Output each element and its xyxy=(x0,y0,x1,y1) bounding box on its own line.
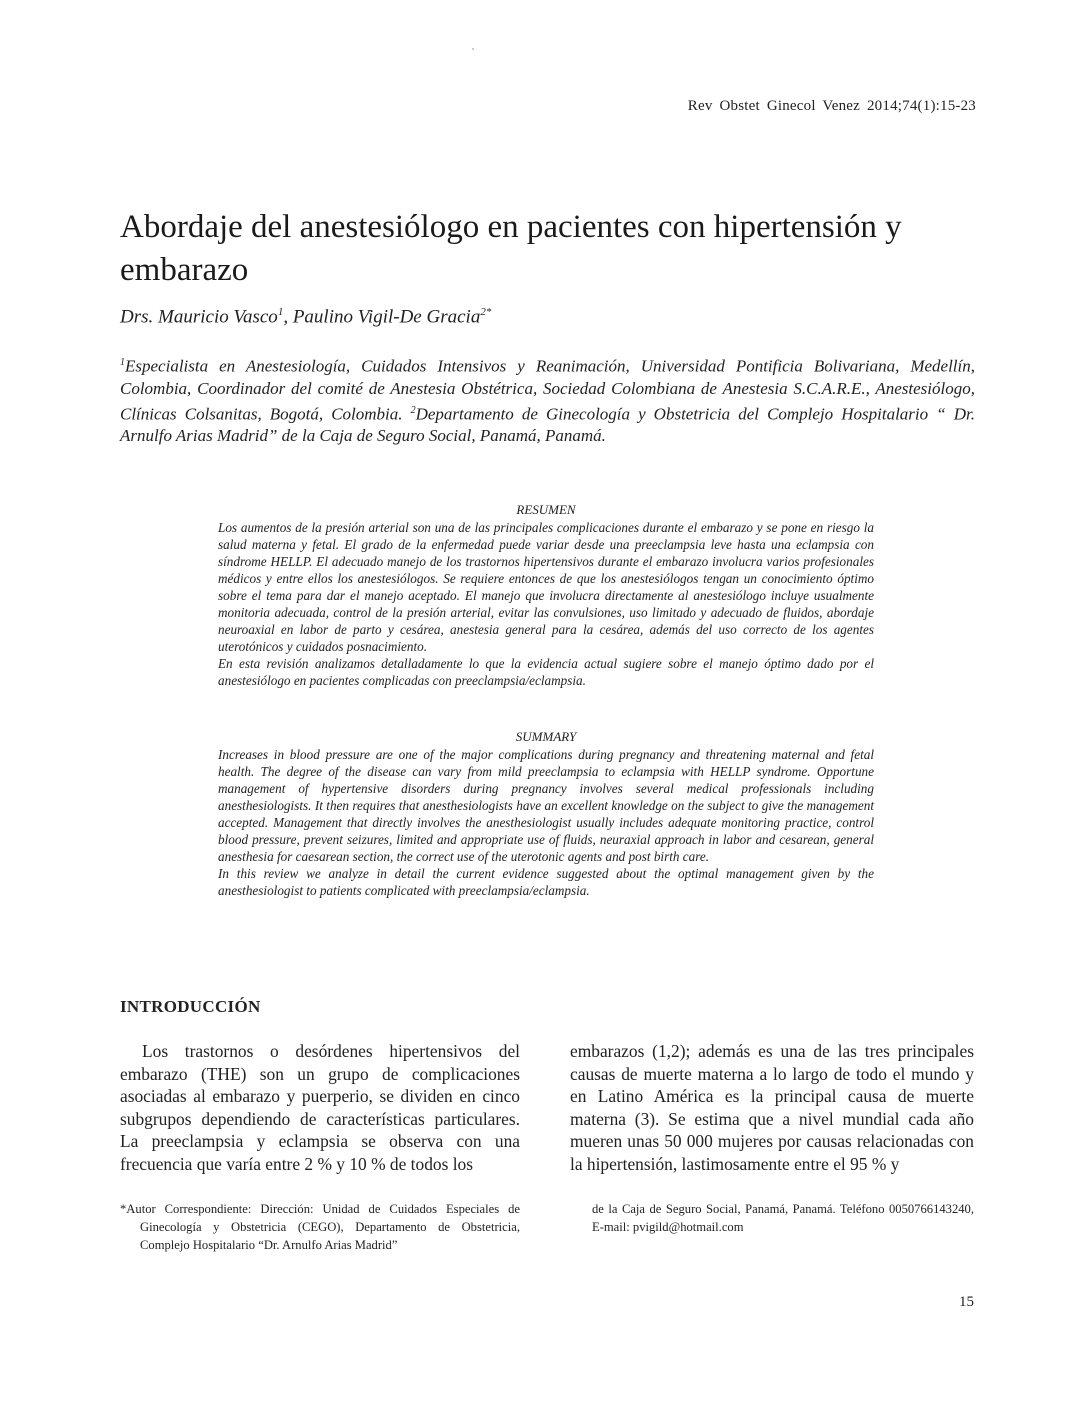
footnote-text: *Autor Correspondiente: Dirección: Unidad de Cuidados Especiales de Ginecología y Obstetricia (CEGO), Departamento de Obstetricia, Complejo Hospitalario “Dr. Arnulfo Arias Madrid” xyxy=(120,1202,520,1252)
author-separator: , xyxy=(283,306,293,328)
affiliation-text: Especialista en Anestesiología, Cuidados Intensivos y Reanimación, Universidad Pontificia Bolivariana, Medellín, Colombia, Coordinador del comité de Anestesia Obstétrica, Sociedad Colombiana de Anestesia S.C.A.R.E., Anestesiólogo, Clínicas Colsanitas, Bogotá, Colombia. xyxy=(120,356,975,424)
abstract-spanish xyxy=(218,501,874,689)
abstract-paragraph: Increases in blood pressure are one of the major complications during pregnancy and threatening maternal and fetal health. The degree of the disease can vary from mild preeclampsia to eclampsia with HELLP syndrome. Opportune management of hypertensive disorders during pregnancy involves several medical professionals including anesthesiologists. It then requires that anesthesiologists have an excellent knowledge on the subject to give the management accepted. Management that directly involves the anesthesiologist usually includes adequate monitoring practice, control blood pressure, prevent seizures, limited and appropriate use of fluids, neuraxial approach in labor and cesarean, general anesthesia for caesarean section, the correct use of the uterotonic agents and post birth care. xyxy=(218,747,874,864)
author-superscript: 2* xyxy=(480,306,492,318)
body-paragraph: embarazos (1,2); además es una de las tres principales causas de muerte materna a lo largo de todo el mundo y en Latino América es la principal causa de muerte materna (3). Se estima que a nivel mundial cada año mueren unas 50 000 mujeres por causas relacionadas con la hipertensión, lastimosamente entre el 95 % y xyxy=(570,1041,974,1174)
abstract-heading: RESUMEN xyxy=(516,502,576,517)
authors-prefix: Drs. xyxy=(120,306,159,328)
footnote-text: de la Caja de Seguro Social, Panamá, Panamá. Teléfono 0050766143240, E-mail: pvigild@hotmail.com xyxy=(592,1202,974,1234)
author-superscript: 1 xyxy=(277,306,284,318)
abstract-paragraph: Los aumentos de la presión arterial son una de las principales complicaciones durante el embarazo y se pone en riesgo la salud materna y fetal. El grado de la enfermedad puede variar desde una preeclampsia leve hasta una eclampsia con síndrome HELLP. El adecuado manejo de los trastornos hipertensivos durante el embarazo involucra varios profesionales médicos y entre ellos los anestesiólogos. Se requiere entonces de que los anestesiólogos tengan un conocimiento óptimo sobre el tema para dar el manejo aceptado. El manejo que involucra directamente al anestesiólogo incluye usualmente monitoria adecuada, control de la presión arterial, evitar las convulsiones, uso limitado y adecuado de fluidos, abordaje neuroaxial en labor de parto y cesárea, anestesia general para la cesárea, además del uso correcto de los agentes uterotónicos y cuidados posnacimiento. xyxy=(218,520,874,654)
affiliation-text: Departamento de Ginecología y Obstetricia del Complejo Hospitalario “ Dr. Arnulfo Arias Madrid” de la Caja de Seguro Social, Panamá, Panamá. xyxy=(120,404,975,446)
body-paragraph: Los trastornos o desórdenes hipertensivos del embarazo (THE) son un grupo de complicaciones asociadas al embarazo y puerperio, se dividen en cinco subgrupos dependiendo de características particulares. La preeclampsia y eclampsia se observa con una frecuencia que varía entre 2 % y 10 % de todos los xyxy=(120,1041,520,1174)
author-name: Mauricio Vasco xyxy=(158,306,278,328)
scan-dot xyxy=(472,48,474,50)
journal-reference: Rev Obstet Ginecol Venez 2014;74(1):15-23 xyxy=(687,98,976,114)
author-affiliations xyxy=(120,352,975,447)
abstract-heading: SUMMARY xyxy=(515,729,577,744)
abstract-english xyxy=(218,728,874,899)
affiliation-superscript: 2 xyxy=(410,404,416,416)
section-heading: INTRODUCCIÓN xyxy=(120,997,261,1016)
footnote-left xyxy=(120,1200,520,1254)
footnote-right xyxy=(592,1200,974,1236)
abstract-paragraph: In this review we analyze in detail the current evidence suggested about the optimal management given by the anesthesiologist to patients complicated with preeclampsia/eclampsia. xyxy=(218,866,874,898)
body-column-left xyxy=(120,1040,520,1175)
author-list xyxy=(120,306,491,328)
affiliation-superscript: 1 xyxy=(120,357,125,368)
article-title: Abordaje del anestesiólogo en pacientes con hipertensión y embarazo xyxy=(120,209,902,288)
abstract-paragraph: En esta revisión analizamos detalladamente lo que la evidencia actual sugiere sobre el manejo óptimo dado por el anestesiólogo en pacientes complicadas con preeclampsia/eclampsia. xyxy=(218,656,874,688)
body-column-right xyxy=(570,1040,974,1175)
author-name: Paulino Vigil-De Gracia xyxy=(292,306,481,328)
page-number: 15 xyxy=(959,1294,974,1310)
